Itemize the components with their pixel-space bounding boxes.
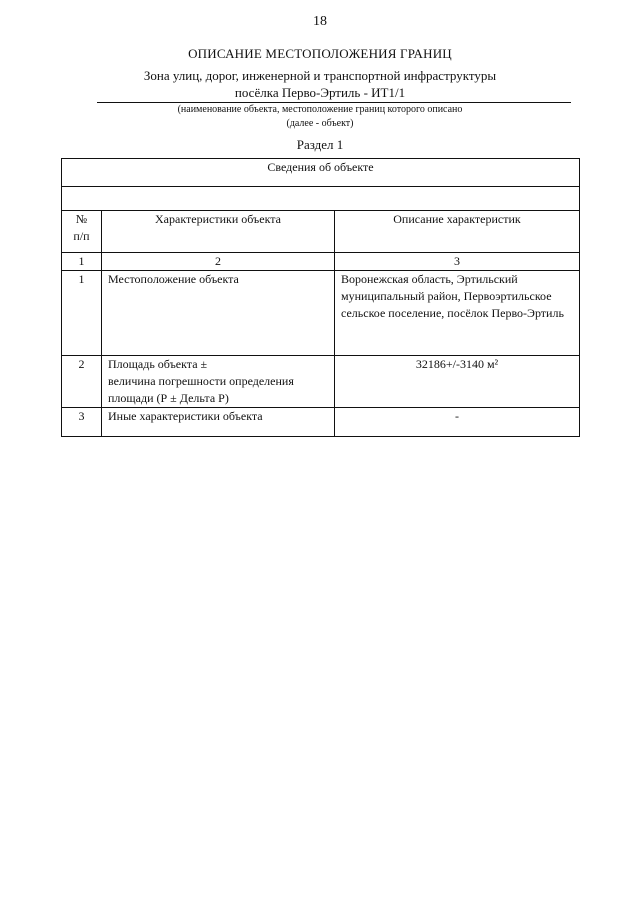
description-cell: 32186+/-3140 м²	[335, 356, 580, 408]
column-headers-row	[62, 211, 580, 253]
characteristic-cell: Местоположение объекта	[102, 271, 335, 356]
underline-rule	[97, 102, 571, 103]
column-header-number-text: № п/п	[73, 212, 90, 243]
column-number-2: 2	[102, 253, 335, 271]
table-header: Сведения об объекте	[62, 159, 580, 187]
object-name-line1: Зона улиц, дорог, инженерной и транспортной инфраструктуры	[143, 68, 497, 83]
object-info-table	[61, 158, 580, 437]
table-row	[62, 356, 580, 408]
description-cell: Воронежская область, Эртильский муниципальный район, Первоэртильское сельское поселение, посёлок Перво-Эртиль	[335, 271, 580, 356]
object-name-line2: посёлка Перво-Эртиль - ИТ1/1	[234, 85, 406, 100]
row-number-cell: 2	[62, 356, 102, 408]
column-header-characteristic: Характеристики объекта	[102, 211, 335, 253]
column-header-number	[62, 211, 102, 253]
caption-note-line2: (далее - объект)	[286, 118, 354, 129]
section-title: Раздел 1	[296, 137, 344, 152]
blank-cell	[62, 187, 580, 211]
caption-note-line1: (наименование объекта, местоположение границ которого описано	[177, 104, 463, 115]
table-header-row	[62, 159, 580, 187]
blank-row	[62, 187, 580, 211]
row-number-cell: 1	[62, 271, 102, 356]
document-title: ОПИСАНИЕ МЕСТОПОЛОЖЕНИЯ ГРАНИЦ	[188, 46, 452, 61]
table-row	[62, 408, 580, 437]
page-number: 18	[313, 14, 327, 29]
column-numbers-row	[62, 253, 580, 271]
column-number-3: 3	[335, 253, 580, 271]
characteristic-cell: Площадь объекта ± величина погрешности определения площади (Р ± Дельта Р)	[102, 356, 335, 408]
row-number-cell: 3	[62, 408, 102, 437]
column-number-1: 1	[62, 253, 102, 271]
description-cell: -	[335, 408, 580, 437]
column-header-description: Описание характеристик	[335, 211, 580, 253]
characteristic-cell: Иные характеристики объекта	[102, 408, 335, 437]
table-row	[62, 271, 580, 356]
table-body	[62, 159, 580, 437]
